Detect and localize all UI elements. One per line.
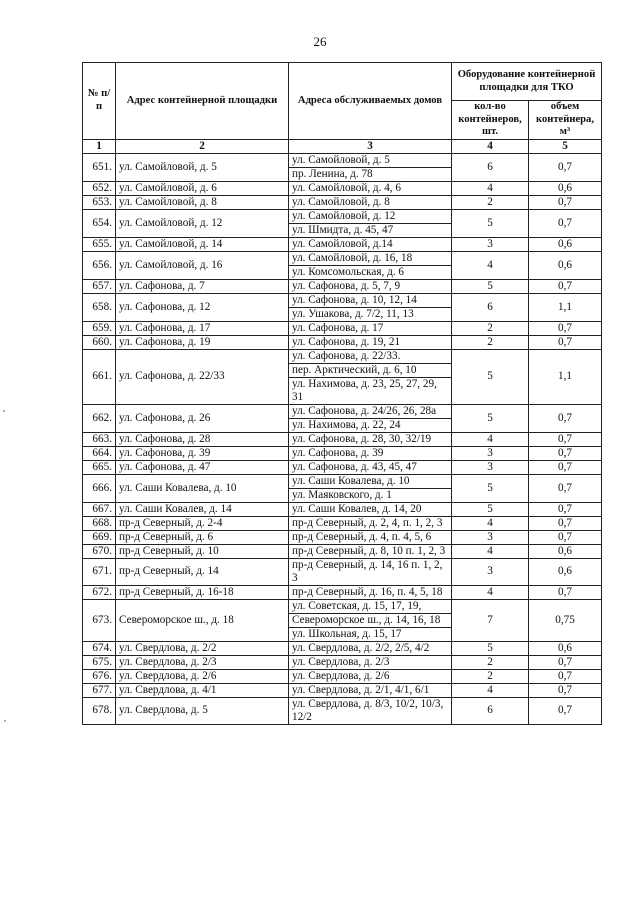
- served-house-address: ул. Самойловой, д. 5: [289, 153, 452, 167]
- site-address: пр-д Северный, д. 16-18: [116, 585, 289, 599]
- container-count: 3: [452, 530, 529, 544]
- container-count: 5: [452, 279, 529, 293]
- row-number: 657.: [83, 279, 116, 293]
- site-address: ул. Сафонова, д. 12: [116, 293, 289, 321]
- container-volume: 0,7: [529, 335, 602, 349]
- row-number: 661.: [83, 349, 116, 404]
- served-house-address: ул. Самойловой, д. 16, 18: [289, 251, 452, 265]
- table-row: [83, 293, 602, 307]
- site-address: ул. Сафонова, д. 26: [116, 404, 289, 432]
- container-volume: 0,6: [529, 558, 602, 585]
- container-volume: 0,7: [529, 474, 602, 502]
- row-number: 660.: [83, 335, 116, 349]
- header-number: № п/п: [83, 63, 116, 140]
- site-address: ул. Сафонова, д. 39: [116, 446, 289, 460]
- table-row: [83, 195, 602, 209]
- served-house-address: ул. Советская, д. 15, 17, 19,: [289, 599, 452, 613]
- site-address: ул. Самойловой, д. 6: [116, 181, 289, 195]
- site-address: ул. Свердлова, д. 4/1: [116, 683, 289, 697]
- row-number: 654.: [83, 209, 116, 237]
- table-row: [83, 349, 602, 363]
- container-count: 4: [452, 683, 529, 697]
- row-number: 667.: [83, 502, 116, 516]
- site-address: пр-д Северный, д. 2-4: [116, 516, 289, 530]
- container-volume: 0,6: [529, 181, 602, 195]
- container-volume: 0,6: [529, 544, 602, 558]
- container-volume: 0,7: [529, 669, 602, 683]
- served-house-address: пр-д Северный, д. 2, 4, п. 1, 2, 3: [289, 516, 452, 530]
- row-number: 664.: [83, 446, 116, 460]
- row-number: 652.: [83, 181, 116, 195]
- served-house-address: ул. Свердлова, д. 8/3, 10/2, 10/3, 12/2: [289, 697, 452, 724]
- row-number: 655.: [83, 237, 116, 251]
- row-number: 662.: [83, 404, 116, 432]
- served-house-address: ул. Школьная, д. 15, 17: [289, 627, 452, 641]
- column-index: 5: [529, 139, 602, 153]
- page-number: 26: [313, 34, 327, 49]
- table-row: [83, 558, 602, 585]
- served-house-address: Североморское ш., д. 14, 16, 18: [289, 613, 452, 627]
- served-house-address: ул. Самойловой, д. 4, 6: [289, 181, 452, 195]
- site-address: пр-д Северный, д. 6: [116, 530, 289, 544]
- container-volume: 1,1: [529, 293, 602, 321]
- column-index: 4: [452, 139, 529, 153]
- container-volume: 0,7: [529, 446, 602, 460]
- site-address: ул. Сафонова, д. 7: [116, 279, 289, 293]
- site-address: ул. Свердлова, д. 2/6: [116, 669, 289, 683]
- container-volume: 0,7: [529, 432, 602, 446]
- table-row: [83, 502, 602, 516]
- column-index: 2: [116, 139, 289, 153]
- table-row: [83, 237, 602, 251]
- container-count: 2: [452, 321, 529, 335]
- container-count: 3: [452, 558, 529, 585]
- served-house-address: ул. Самойловой, д. 12: [289, 209, 452, 223]
- scan-mark: [3, 410, 5, 412]
- site-address: ул. Сафонова, д. 19: [116, 335, 289, 349]
- row-number: 659.: [83, 321, 116, 335]
- row-number: 653.: [83, 195, 116, 209]
- container-count: 2: [452, 669, 529, 683]
- site-address: ул. Самойловой, д. 8: [116, 195, 289, 209]
- table-body: [83, 153, 602, 724]
- scan-mark: [4, 720, 6, 722]
- table-row: [83, 516, 602, 530]
- container-volume: 0,7: [529, 195, 602, 209]
- row-number: 671.: [83, 558, 116, 585]
- row-number: 676.: [83, 669, 116, 683]
- table-row: [83, 460, 602, 474]
- header-container-volume: объем контейнера, м³: [529, 101, 602, 140]
- served-house-address: пр-д Северный, д. 14, 16 п. 1, 2, 3: [289, 558, 452, 585]
- table-row: [83, 153, 602, 167]
- row-number: 656.: [83, 251, 116, 279]
- served-house-address: пр-д Северный, д. 8, 10 п. 1, 2, 3: [289, 544, 452, 558]
- container-volume: 0,7: [529, 516, 602, 530]
- table-row: [83, 669, 602, 683]
- container-count: 4: [452, 251, 529, 279]
- container-count: 7: [452, 599, 529, 641]
- served-house-address: ул. Свердлова, д. 2/6: [289, 669, 452, 683]
- served-house-address: ул. Сафонова, д. 24/26, 26, 28а: [289, 404, 452, 418]
- site-address: ул. Свердлова, д. 2/2: [116, 641, 289, 655]
- header-site-address: Адрес контейнерной площадки: [116, 63, 289, 140]
- table-row: [83, 474, 602, 488]
- site-address: ул. Саши Ковалева, д. 10: [116, 474, 289, 502]
- container-count: 5: [452, 641, 529, 655]
- site-address: ул. Сафонова, д. 47: [116, 460, 289, 474]
- site-address: ул. Самойловой, д. 16: [116, 251, 289, 279]
- container-volume: 0,6: [529, 237, 602, 251]
- container-volume: 0,7: [529, 655, 602, 669]
- table-row: [83, 335, 602, 349]
- served-house-address: пр. Ленина, д. 78: [289, 167, 452, 181]
- row-number: 675.: [83, 655, 116, 669]
- site-address: пр-д Северный, д. 14: [116, 558, 289, 585]
- row-number: 663.: [83, 432, 116, 446]
- row-number: 670.: [83, 544, 116, 558]
- site-address: Североморское ш., д. 18: [116, 599, 289, 641]
- served-house-address: ул. Саши Ковалев, д. 14, 20: [289, 502, 452, 516]
- row-number: 678.: [83, 697, 116, 724]
- container-volume: 0,7: [529, 530, 602, 544]
- table-row: [83, 404, 602, 418]
- row-number: 674.: [83, 641, 116, 655]
- container-volume: 0,6: [529, 641, 602, 655]
- container-count: 6: [452, 293, 529, 321]
- container-count: 4: [452, 585, 529, 599]
- table-row: [83, 446, 602, 460]
- table-row: [83, 432, 602, 446]
- served-house-address: ул. Маяковского, д. 1: [289, 488, 452, 502]
- served-house-address: ул. Шмидта, д. 45, 47: [289, 223, 452, 237]
- container-volume: 0,7: [529, 321, 602, 335]
- container-volume: 0,7: [529, 153, 602, 181]
- served-house-address: ул. Сафонова, д. 19, 21: [289, 335, 452, 349]
- table-row: [83, 544, 602, 558]
- container-volume: 0,6: [529, 251, 602, 279]
- site-address: ул. Свердлова, д. 2/3: [116, 655, 289, 669]
- row-number: 672.: [83, 585, 116, 599]
- table-row: [83, 279, 602, 293]
- served-house-address: ул. Сафонова, д. 28, 30, 32/19: [289, 432, 452, 446]
- site-address: ул. Саши Ковалев, д. 14: [116, 502, 289, 516]
- served-house-address: ул. Ушакова, д. 7/2, 11, 13: [289, 307, 452, 321]
- container-count: 5: [452, 209, 529, 237]
- header-container-count: кол-во контейнеров, шт.: [452, 101, 529, 140]
- container-count: 2: [452, 195, 529, 209]
- container-volume: 0,7: [529, 209, 602, 237]
- served-house-address: ул. Сафонова, д. 10, 12, 14: [289, 293, 452, 307]
- site-address: ул. Сафонова, д. 17: [116, 321, 289, 335]
- row-number: 665.: [83, 460, 116, 474]
- served-house-address: ул. Нахимова, д. 22, 24: [289, 418, 452, 432]
- served-house-address: ул. Свердлова, д. 2/2, 2/5, 4/2: [289, 641, 452, 655]
- header-equipment: Оборудование контейнерной площадки для ТКО: [452, 63, 602, 101]
- container-count: 2: [452, 655, 529, 669]
- container-count: 3: [452, 237, 529, 251]
- table-row: [83, 251, 602, 265]
- table-row: [83, 181, 602, 195]
- container-volume: 0,7: [529, 279, 602, 293]
- served-house-address: ул. Сафонова, д. 17: [289, 321, 452, 335]
- table-row: [83, 209, 602, 223]
- container-volume: 1,1: [529, 349, 602, 404]
- row-number: 651.: [83, 153, 116, 181]
- container-count: 5: [452, 474, 529, 502]
- served-house-address: ул. Сафонова, д. 39: [289, 446, 452, 460]
- table-row: [83, 697, 602, 724]
- container-count: 5: [452, 349, 529, 404]
- table-row: [83, 321, 602, 335]
- column-index: 1: [83, 139, 116, 153]
- container-volume: 0,7: [529, 697, 602, 724]
- container-volume: 0,7: [529, 460, 602, 474]
- container-count: 4: [452, 516, 529, 530]
- row-number: 658.: [83, 293, 116, 321]
- served-house-address: ул. Самойловой, д.14: [289, 237, 452, 251]
- container-volume: 0,7: [529, 502, 602, 516]
- site-address: пр-д Северный, д. 10: [116, 544, 289, 558]
- container-count: 6: [452, 153, 529, 181]
- served-house-address: ул. Сафонова, д. 43, 45, 47: [289, 460, 452, 474]
- table-row: [83, 599, 602, 613]
- container-volume: 0,75: [529, 599, 602, 641]
- served-house-address: ул. Свердлова, д. 2/3: [289, 655, 452, 669]
- site-address: ул. Самойловой, д. 5: [116, 153, 289, 181]
- container-volume: 0,7: [529, 683, 602, 697]
- site-address: ул. Самойловой, д. 12: [116, 209, 289, 237]
- container-count: 4: [452, 544, 529, 558]
- container-sites-table: [82, 62, 602, 725]
- container-count: 3: [452, 460, 529, 474]
- container-count: 6: [452, 697, 529, 724]
- column-index-row: [83, 139, 602, 153]
- container-volume: 0,7: [529, 585, 602, 599]
- row-number: 666.: [83, 474, 116, 502]
- container-volume: 0,7: [529, 404, 602, 432]
- site-address: ул. Сафонова, д. 22/33: [116, 349, 289, 404]
- served-house-address: пр-д Северный, д. 16, п. 4, 5, 18: [289, 585, 452, 599]
- served-house-address: пер. Арктический, д. 6, 10: [289, 363, 452, 377]
- served-house-address: ул. Самойловой, д. 8: [289, 195, 452, 209]
- container-count: 3: [452, 446, 529, 460]
- site-address: ул. Свердлова, д. 5: [116, 697, 289, 724]
- container-count: 5: [452, 502, 529, 516]
- site-address: ул. Самойловой, д. 14: [116, 237, 289, 251]
- container-count: 4: [452, 181, 529, 195]
- row-number: 677.: [83, 683, 116, 697]
- table-row: [83, 641, 602, 655]
- table-row: [83, 585, 602, 599]
- site-address: ул. Сафонова, д. 28: [116, 432, 289, 446]
- header-served-houses: Адреса обслуживаемых домов: [289, 63, 452, 140]
- table-row: [83, 683, 602, 697]
- row-number: 673.: [83, 599, 116, 641]
- served-house-address: ул. Сафонова, д. 22/33.: [289, 349, 452, 363]
- column-index: 3: [289, 139, 452, 153]
- table-row: [83, 655, 602, 669]
- served-house-address: ул. Саши Ковалева, д. 10: [289, 474, 452, 488]
- row-number: 668.: [83, 516, 116, 530]
- container-count: 4: [452, 432, 529, 446]
- container-count: 2: [452, 335, 529, 349]
- served-house-address: ул. Свердлова, д. 2/1, 4/1, 6/1: [289, 683, 452, 697]
- served-house-address: ул. Комсомольская, д. 6: [289, 265, 452, 279]
- table-row: [83, 530, 602, 544]
- container-count: 5: [452, 404, 529, 432]
- served-house-address: ул. Сафонова, д. 5, 7, 9: [289, 279, 452, 293]
- row-number: 669.: [83, 530, 116, 544]
- served-house-address: пр-д Северный, д. 4, п. 4, 5, 6: [289, 530, 452, 544]
- served-house-address: ул. Нахимова, д. 23, 25, 27, 29, 31: [289, 377, 452, 404]
